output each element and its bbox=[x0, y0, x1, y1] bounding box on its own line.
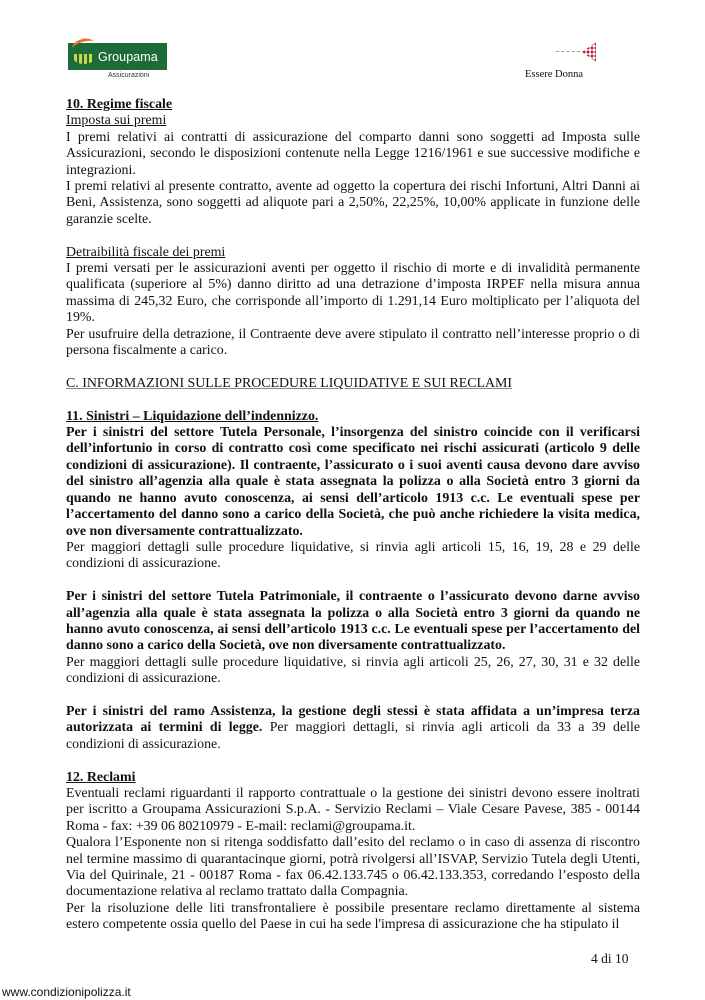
groupama-logo bbox=[68, 43, 167, 70]
paragraph: Per la risoluzione delle liti transfrontaliere è possibile presentare reclamo direttamente al sistema estero competente ossia quello del Paese in cui ha sede l'impresa di assicurazione che ha stipulato il bbox=[66, 900, 640, 933]
section-c-title: C. INFORMAZIONI SULLE PROCEDURE LIQUIDATIVE E SUI RECLAMI bbox=[66, 375, 513, 391]
logo-subtitle: Assicurazioni bbox=[108, 72, 150, 79]
decorative-dots-icon bbox=[556, 42, 596, 62]
paragraph: Per maggiori dettagli sulle procedure liquidative, si rinvia agli articoli 15, 16, 19, 28 e 29 delle condizioni di assicurazione. bbox=[66, 539, 640, 572]
document-body bbox=[66, 97, 640, 934]
paragraph: Per usufruire della detrazione, il Contraente deve avere stipulato il contratto nell’interesse proprio o di persona fiscalmente a carico. bbox=[66, 326, 640, 359]
field-sun-icon bbox=[68, 43, 98, 70]
footer-website-link[interactable]: www.condizionipolizza.it bbox=[2, 985, 131, 999]
paragraph-mixed bbox=[66, 704, 640, 753]
subsection-imposta-title: Imposta sui premi bbox=[66, 113, 167, 129]
paragraph: Qualora l’Esponente non si ritenga soddisfatto dall’esito del reclamo o in caso di assenza di riscontro nel termine massimo di quarantacinque giorni, potrà rivolgersi all’ISVAP, Servizio Tutela degli Utenti, Via del Quirinale, 21 - 00187 Roma - fax 06.42.133.745 o 06.42.133.353, corredando l’esposto della documentazione relativa al reclamo trattato dalla Compagnia. bbox=[66, 835, 640, 900]
paragraph: I premi versati per le assicurazioni aventi per oggetto il rischio di morte e di invalidità permanente qualificata (superiore al 5%) danno diritto ad una detrazione d’imposta IRPEF nella misura annua massima di 245,32 Euro, che corrisponde all’importo di 1.291,14 Euro moltiplicato per l’aliquota del 19%. bbox=[66, 261, 640, 326]
page-number: 4 di 10 bbox=[591, 951, 629, 966]
bold-run: Per i sinistri del ramo Assistenza, la gestione degli stessi è stata affidata a un’impresa terza autorizzata ai termini di legge. bbox=[66, 703, 640, 736]
product-name: Essere Donna bbox=[525, 69, 584, 80]
paragraph-bold: Per i sinistri del settore Tutela Patrimoniale, il contraente o l’assicurato devono darne avviso all’agenzia alla quale è stata assegnata la polizza o alla Società entro 3 giorni da quando ne hanno avuto conoscenza, ai sensi dell’articolo 1913 c.c. Le eventuali spese per l’accertamento del danno sono a carico della Società, ove non diversamente contrattualizzato. bbox=[66, 589, 640, 654]
normal-run: Per maggiori dettagli, si rinvia agli articoli da 33 a 39 delle condizioni di assicurazione. bbox=[66, 720, 641, 752]
logo-text: Groupama bbox=[98, 49, 158, 64]
paragraph: I premi relativi al presente contratto, avente ad oggetto la copertura dei rischi Infortuni, Altri Danni ai Beni, Assistenza, sono soggetti ad aliquote pari a 2,50%, 22,25%, 10,00% applicate in funzione delle garanzie scelte. bbox=[66, 179, 640, 227]
section-11-title: 11. Sinistri – Liquidazione dell’indennizzo. bbox=[66, 408, 319, 424]
paragraph: Eventuali reclami riguardanti il rapporto contrattuale o la gestione dei sinistri devono essere inoltrati per iscritto a Groupama Assicurazioni S.p.A. - Servizio Reclami – Viale Cesare Pavese, 385 - 00144 Roma - fax: +39 06 80210979 - E-mail: reclami@groupama.it. bbox=[66, 785, 640, 834]
paragraph: Per maggiori dettagli sulle procedure liquidative, si rinvia agli articoli 25, 26, 27, 30, 31 e 32 delle condizioni di assicurazione. bbox=[66, 654, 640, 687]
section-12-title: 12. Reclami bbox=[66, 769, 136, 785]
paragraph-bold: Per i sinistri del settore Tutela Personale, l’insorgenza del sinistro coincide con il verificarsi dell’infortunio in corso di contratto così come specificato nei rischi assicurati (articolo 9 delle condizioni di assicurazione). Il contraente, l’assicurato o i suoi aventi causa devono dare avviso del sinistro all’agenzia alla quale è stata assegnata la polizza o alla Società entro 3 giorni da quando ne hanno avuto conoscenza, ai sensi dell’articolo 1913 c.c. Le eventuali spese per l’accertamento del danno sono a carico della Società, che può anche richiedere la visita medica, ove non diversamente contrattualizzato. bbox=[66, 425, 640, 539]
paragraph: I premi relativi ai contratti di assicurazione del comparto danni sono soggetti ad Imposta sulle Assicurazioni, secondo le disposizioni contenute nella Legge 1216/1961 e sue successive modifiche e integrazioni. bbox=[66, 129, 640, 178]
section-10-title: 10. Regime fiscale bbox=[66, 97, 173, 112]
subsection-detraibilita-title: Detraibilità fiscale dei premi bbox=[66, 244, 226, 260]
